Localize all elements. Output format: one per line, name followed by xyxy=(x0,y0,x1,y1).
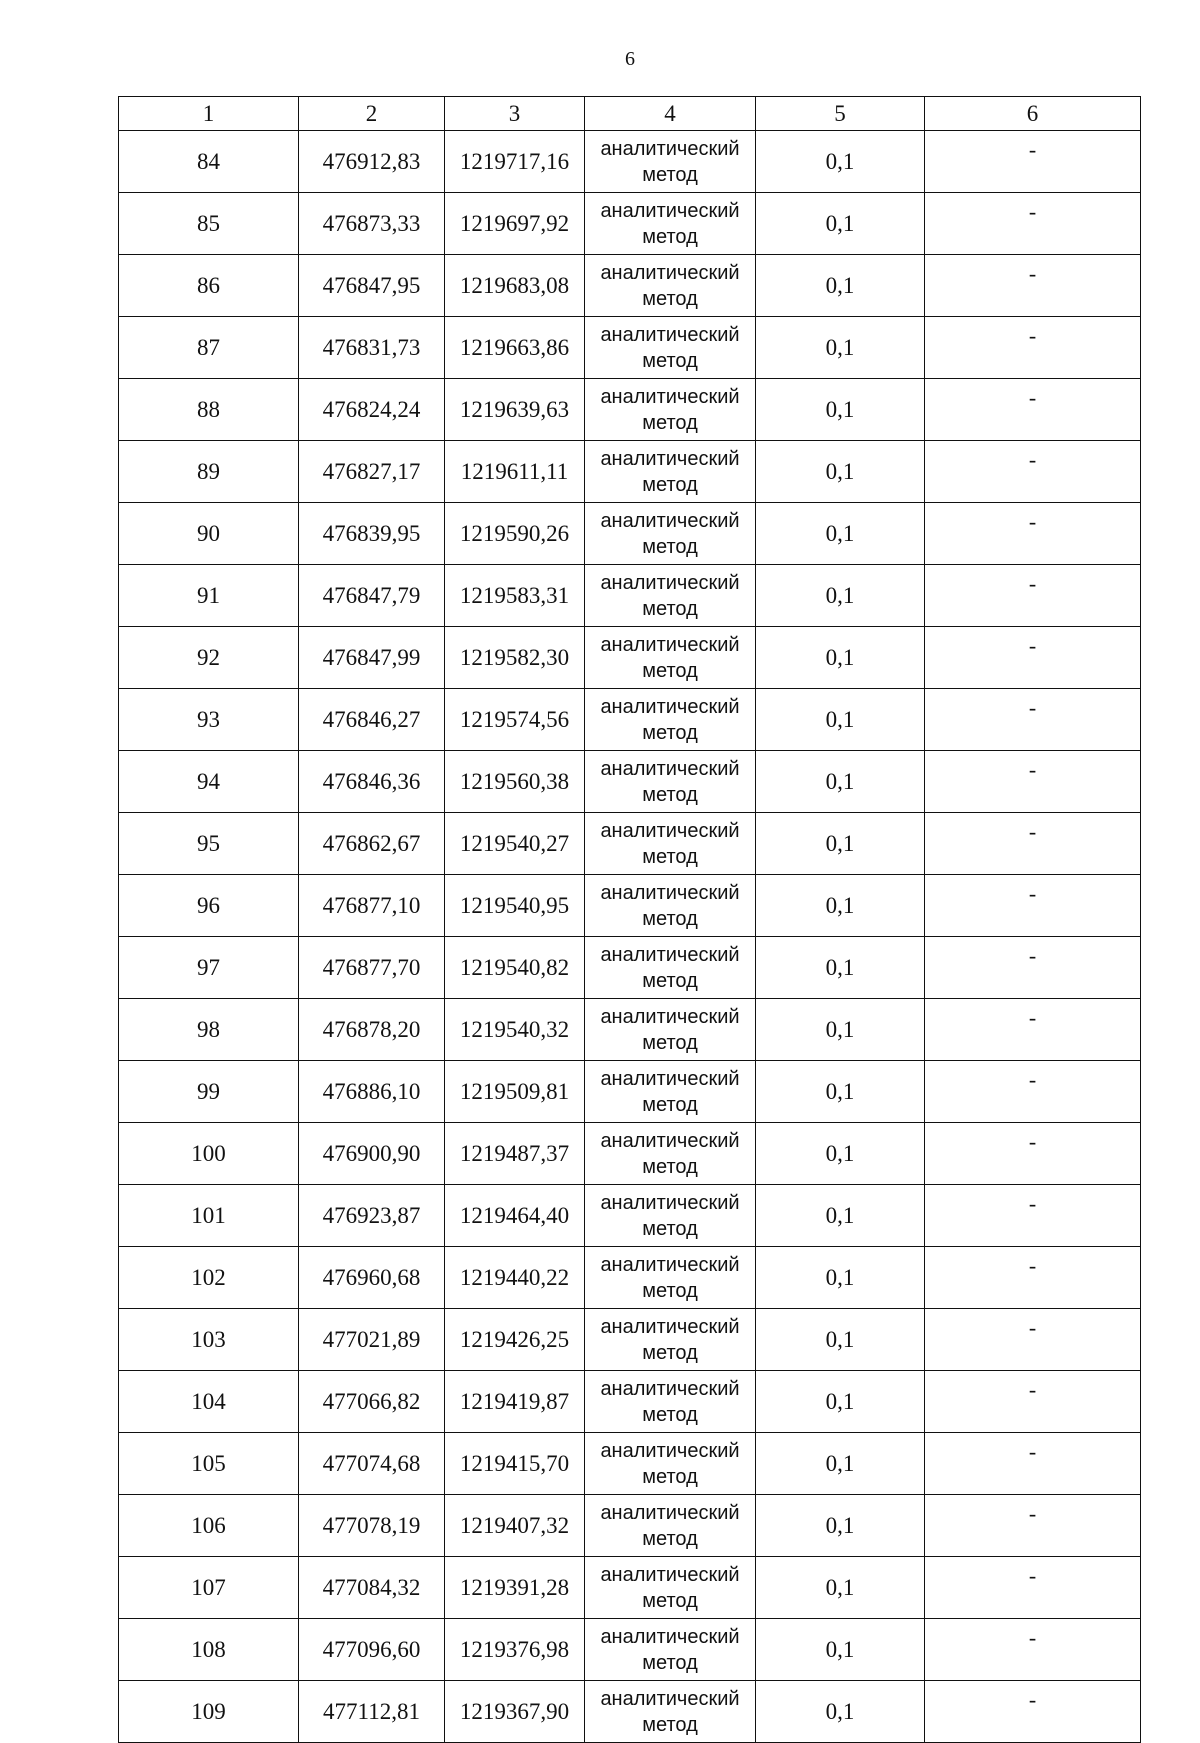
column-header-5: 5 xyxy=(756,97,925,131)
method-line-1: аналитический xyxy=(600,1129,740,1152)
method-cell xyxy=(585,1681,756,1743)
accuracy-cell: 0,1 xyxy=(756,1123,925,1185)
method-cell xyxy=(585,689,756,751)
x-coordinate-cell: 477066,82 xyxy=(299,1371,445,1433)
method-cell xyxy=(585,751,756,813)
y-coordinate-cell: 1219717,16 xyxy=(445,131,585,193)
x-coordinate-cell: 476862,67 xyxy=(299,813,445,875)
x-coordinate-cell: 476847,95 xyxy=(299,255,445,317)
method-line-2: метод xyxy=(642,349,698,372)
method-line-1: аналитический xyxy=(600,1315,740,1338)
method-cell xyxy=(585,379,756,441)
method-line-1: аналитический xyxy=(600,1687,740,1710)
method-line-1: аналитический xyxy=(600,1563,740,1586)
method-line-2: метод xyxy=(642,845,698,868)
x-coordinate-cell: 476923,87 xyxy=(299,1185,445,1247)
y-coordinate-cell: 1219697,92 xyxy=(445,193,585,255)
note-cell: - xyxy=(925,999,1141,1061)
column-header-2: 2 xyxy=(299,97,445,131)
x-coordinate-cell: 476846,27 xyxy=(299,689,445,751)
coordinates-table xyxy=(118,96,1141,1743)
note-cell: - xyxy=(925,1495,1141,1557)
table-row xyxy=(119,1433,1141,1495)
point-number-cell: 97 xyxy=(119,937,299,999)
accuracy-cell: 0,1 xyxy=(756,503,925,565)
method-cell xyxy=(585,875,756,937)
table-body xyxy=(119,131,1141,1743)
method-cell xyxy=(585,317,756,379)
x-coordinate-cell: 476847,99 xyxy=(299,627,445,689)
note-cell: - xyxy=(925,1557,1141,1619)
note-cell: - xyxy=(925,503,1141,565)
y-coordinate-cell: 1219464,40 xyxy=(445,1185,585,1247)
note-cell: - xyxy=(925,193,1141,255)
note-cell: - xyxy=(925,689,1141,751)
note-cell: - xyxy=(925,813,1141,875)
method-cell xyxy=(585,1371,756,1433)
note-cell: - xyxy=(925,751,1141,813)
y-coordinate-cell: 1219560,38 xyxy=(445,751,585,813)
point-number-cell: 108 xyxy=(119,1619,299,1681)
point-number-cell: 93 xyxy=(119,689,299,751)
accuracy-cell: 0,1 xyxy=(756,193,925,255)
note-cell: - xyxy=(925,627,1141,689)
method-cell xyxy=(585,1061,756,1123)
method-line-1: аналитический xyxy=(600,137,740,160)
method-line-2: метод xyxy=(642,597,698,620)
point-number-cell: 86 xyxy=(119,255,299,317)
note-cell: - xyxy=(925,317,1141,379)
method-line-1: аналитический xyxy=(600,323,740,346)
method-cell xyxy=(585,441,756,503)
method-cell xyxy=(585,131,756,193)
accuracy-cell: 0,1 xyxy=(756,751,925,813)
point-number-cell: 102 xyxy=(119,1247,299,1309)
table-row xyxy=(119,565,1141,627)
x-coordinate-cell: 476831,73 xyxy=(299,317,445,379)
method-line-2: метод xyxy=(642,1341,698,1364)
x-coordinate-cell: 476900,90 xyxy=(299,1123,445,1185)
accuracy-cell: 0,1 xyxy=(756,875,925,937)
method-line-2: метод xyxy=(642,163,698,186)
table-row xyxy=(119,1061,1141,1123)
method-line-2: метод xyxy=(642,1527,698,1550)
method-line-2: метод xyxy=(642,1465,698,1488)
point-number-cell: 84 xyxy=(119,131,299,193)
note-cell: - xyxy=(925,379,1141,441)
note-cell: - xyxy=(925,875,1141,937)
table-row xyxy=(119,131,1141,193)
point-number-cell: 88 xyxy=(119,379,299,441)
table-row xyxy=(119,1681,1141,1743)
table-row xyxy=(119,1371,1141,1433)
method-line-1: аналитический xyxy=(600,385,740,408)
table-row xyxy=(119,1309,1141,1371)
accuracy-cell: 0,1 xyxy=(756,1061,925,1123)
method-line-2: метод xyxy=(642,225,698,248)
method-line-1: аналитический xyxy=(600,509,740,532)
y-coordinate-cell: 1219540,95 xyxy=(445,875,585,937)
x-coordinate-cell: 476839,95 xyxy=(299,503,445,565)
method-line-2: метод xyxy=(642,411,698,434)
point-number-cell: 87 xyxy=(119,317,299,379)
x-coordinate-cell: 477096,60 xyxy=(299,1619,445,1681)
y-coordinate-cell: 1219440,22 xyxy=(445,1247,585,1309)
x-coordinate-cell: 477112,81 xyxy=(299,1681,445,1743)
x-coordinate-cell: 476846,36 xyxy=(299,751,445,813)
method-line-1: аналитический xyxy=(600,1501,740,1524)
y-coordinate-cell: 1219639,63 xyxy=(445,379,585,441)
point-number-cell: 106 xyxy=(119,1495,299,1557)
method-line-1: аналитический xyxy=(600,819,740,842)
accuracy-cell: 0,1 xyxy=(756,1185,925,1247)
page-number: 6 xyxy=(625,48,635,70)
column-header-6: 6 xyxy=(925,97,1141,131)
accuracy-cell: 0,1 xyxy=(756,1681,925,1743)
table-row xyxy=(119,317,1141,379)
method-line-1: аналитический xyxy=(600,943,740,966)
accuracy-cell: 0,1 xyxy=(756,1433,925,1495)
method-line-1: аналитический xyxy=(600,1439,740,1462)
method-line-1: аналитический xyxy=(600,447,740,470)
accuracy-cell: 0,1 xyxy=(756,441,925,503)
note-cell: - xyxy=(925,131,1141,193)
y-coordinate-cell: 1219582,30 xyxy=(445,627,585,689)
y-coordinate-cell: 1219574,56 xyxy=(445,689,585,751)
y-coordinate-cell: 1219540,32 xyxy=(445,999,585,1061)
note-cell: - xyxy=(925,441,1141,503)
y-coordinate-cell: 1219590,26 xyxy=(445,503,585,565)
accuracy-cell: 0,1 xyxy=(756,937,925,999)
method-line-2: метод xyxy=(642,721,698,744)
point-number-cell: 104 xyxy=(119,1371,299,1433)
column-header-1: 1 xyxy=(119,97,299,131)
method-line-1: аналитический xyxy=(600,1377,740,1400)
point-number-cell: 95 xyxy=(119,813,299,875)
x-coordinate-cell: 477084,32 xyxy=(299,1557,445,1619)
method-cell xyxy=(585,565,756,627)
accuracy-cell: 0,1 xyxy=(756,1371,925,1433)
accuracy-cell: 0,1 xyxy=(756,255,925,317)
method-line-2: метод xyxy=(642,287,698,310)
method-line-2: метод xyxy=(642,659,698,682)
accuracy-cell: 0,1 xyxy=(756,1309,925,1371)
accuracy-cell: 0,1 xyxy=(756,1619,925,1681)
x-coordinate-cell: 476960,68 xyxy=(299,1247,445,1309)
point-number-cell: 103 xyxy=(119,1309,299,1371)
method-cell xyxy=(585,937,756,999)
accuracy-cell: 0,1 xyxy=(756,813,925,875)
table-row xyxy=(119,379,1141,441)
method-line-2: метод xyxy=(642,783,698,806)
y-coordinate-cell: 1219540,82 xyxy=(445,937,585,999)
accuracy-cell: 0,1 xyxy=(756,565,925,627)
accuracy-cell: 0,1 xyxy=(756,317,925,379)
y-coordinate-cell: 1219509,81 xyxy=(445,1061,585,1123)
method-line-2: метод xyxy=(642,1279,698,1302)
method-line-1: аналитический xyxy=(600,757,740,780)
method-line-2: метод xyxy=(642,473,698,496)
method-cell xyxy=(585,627,756,689)
table-row xyxy=(119,441,1141,503)
x-coordinate-cell: 476877,10 xyxy=(299,875,445,937)
method-line-1: аналитический xyxy=(600,1067,740,1090)
method-line-1: аналитический xyxy=(600,881,740,904)
y-coordinate-cell: 1219611,11 xyxy=(445,441,585,503)
point-number-cell: 85 xyxy=(119,193,299,255)
method-line-1: аналитический xyxy=(600,1005,740,1028)
table-row xyxy=(119,875,1141,937)
point-number-cell: 90 xyxy=(119,503,299,565)
x-coordinate-cell: 476873,33 xyxy=(299,193,445,255)
y-coordinate-cell: 1219415,70 xyxy=(445,1433,585,1495)
table-row xyxy=(119,255,1141,317)
x-coordinate-cell: 476877,70 xyxy=(299,937,445,999)
x-coordinate-cell: 476912,83 xyxy=(299,131,445,193)
method-cell xyxy=(585,503,756,565)
accuracy-cell: 0,1 xyxy=(756,379,925,441)
column-header-4: 4 xyxy=(585,97,756,131)
method-cell xyxy=(585,255,756,317)
table-row xyxy=(119,1495,1141,1557)
x-coordinate-cell: 476878,20 xyxy=(299,999,445,1061)
note-cell: - xyxy=(925,1371,1141,1433)
table-row xyxy=(119,1247,1141,1309)
point-number-cell: 94 xyxy=(119,751,299,813)
method-line-1: аналитический xyxy=(600,261,740,284)
method-cell xyxy=(585,999,756,1061)
table-row xyxy=(119,1185,1141,1247)
y-coordinate-cell: 1219426,25 xyxy=(445,1309,585,1371)
accuracy-cell: 0,1 xyxy=(756,1247,925,1309)
point-number-cell: 105 xyxy=(119,1433,299,1495)
point-number-cell: 101 xyxy=(119,1185,299,1247)
method-line-1: аналитический xyxy=(600,1253,740,1276)
y-coordinate-cell: 1219487,37 xyxy=(445,1123,585,1185)
y-coordinate-cell: 1219663,86 xyxy=(445,317,585,379)
method-cell xyxy=(585,1123,756,1185)
x-coordinate-cell: 476824,24 xyxy=(299,379,445,441)
table-row xyxy=(119,751,1141,813)
point-number-cell: 96 xyxy=(119,875,299,937)
method-line-2: метод xyxy=(642,1031,698,1054)
table-header xyxy=(119,97,1141,131)
method-cell xyxy=(585,1619,756,1681)
note-cell: - xyxy=(925,1309,1141,1371)
y-coordinate-cell: 1219376,98 xyxy=(445,1619,585,1681)
note-cell: - xyxy=(925,1061,1141,1123)
method-line-2: метод xyxy=(642,1217,698,1240)
table-row xyxy=(119,813,1141,875)
method-cell xyxy=(585,1185,756,1247)
method-line-1: аналитический xyxy=(600,1625,740,1648)
method-line-1: аналитический xyxy=(600,1191,740,1214)
accuracy-cell: 0,1 xyxy=(756,131,925,193)
method-line-1: аналитический xyxy=(600,695,740,718)
method-cell xyxy=(585,1557,756,1619)
column-header-3: 3 xyxy=(445,97,585,131)
accuracy-cell: 0,1 xyxy=(756,1557,925,1619)
note-cell: - xyxy=(925,1185,1141,1247)
method-cell xyxy=(585,1309,756,1371)
method-line-2: метод xyxy=(642,1403,698,1426)
table-row xyxy=(119,503,1141,565)
table-row xyxy=(119,689,1141,751)
table-row xyxy=(119,193,1141,255)
y-coordinate-cell: 1219407,32 xyxy=(445,1495,585,1557)
method-cell xyxy=(585,193,756,255)
accuracy-cell: 0,1 xyxy=(756,1495,925,1557)
note-cell: - xyxy=(925,1619,1141,1681)
method-cell xyxy=(585,1495,756,1557)
header-row xyxy=(119,97,1141,131)
y-coordinate-cell: 1219683,08 xyxy=(445,255,585,317)
point-number-cell: 99 xyxy=(119,1061,299,1123)
y-coordinate-cell: 1219540,27 xyxy=(445,813,585,875)
x-coordinate-cell: 477074,68 xyxy=(299,1433,445,1495)
x-coordinate-cell: 477078,19 xyxy=(299,1495,445,1557)
x-coordinate-cell: 476847,79 xyxy=(299,565,445,627)
method-line-1: аналитический xyxy=(600,571,740,594)
method-cell xyxy=(585,1433,756,1495)
y-coordinate-cell: 1219367,90 xyxy=(445,1681,585,1743)
table-row xyxy=(119,1123,1141,1185)
accuracy-cell: 0,1 xyxy=(756,999,925,1061)
note-cell: - xyxy=(925,1123,1141,1185)
note-cell: - xyxy=(925,255,1141,317)
point-number-cell: 109 xyxy=(119,1681,299,1743)
method-cell xyxy=(585,1247,756,1309)
table-row xyxy=(119,1557,1141,1619)
point-number-cell: 92 xyxy=(119,627,299,689)
point-number-cell: 98 xyxy=(119,999,299,1061)
note-cell: - xyxy=(925,1681,1141,1743)
table-row xyxy=(119,627,1141,689)
table-row xyxy=(119,937,1141,999)
table-row xyxy=(119,1619,1141,1681)
y-coordinate-cell: 1219419,87 xyxy=(445,1371,585,1433)
method-line-2: метод xyxy=(642,1651,698,1674)
method-line-2: метод xyxy=(642,969,698,992)
method-line-2: метод xyxy=(642,535,698,558)
method-cell xyxy=(585,813,756,875)
x-coordinate-cell: 477021,89 xyxy=(299,1309,445,1371)
accuracy-cell: 0,1 xyxy=(756,689,925,751)
method-line-1: аналитический xyxy=(600,199,740,222)
method-line-1: аналитический xyxy=(600,633,740,656)
method-line-2: метод xyxy=(642,1155,698,1178)
note-cell: - xyxy=(925,937,1141,999)
note-cell: - xyxy=(925,1247,1141,1309)
note-cell: - xyxy=(925,565,1141,627)
y-coordinate-cell: 1219391,28 xyxy=(445,1557,585,1619)
method-line-2: метод xyxy=(642,907,698,930)
accuracy-cell: 0,1 xyxy=(756,627,925,689)
y-coordinate-cell: 1219583,31 xyxy=(445,565,585,627)
point-number-cell: 89 xyxy=(119,441,299,503)
point-number-cell: 91 xyxy=(119,565,299,627)
x-coordinate-cell: 476886,10 xyxy=(299,1061,445,1123)
method-line-2: метод xyxy=(642,1589,698,1612)
x-coordinate-cell: 476827,17 xyxy=(299,441,445,503)
method-line-2: метод xyxy=(642,1093,698,1116)
point-number-cell: 100 xyxy=(119,1123,299,1185)
point-number-cell: 107 xyxy=(119,1557,299,1619)
method-line-2: метод xyxy=(642,1713,698,1736)
note-cell: - xyxy=(925,1433,1141,1495)
table-row xyxy=(119,999,1141,1061)
